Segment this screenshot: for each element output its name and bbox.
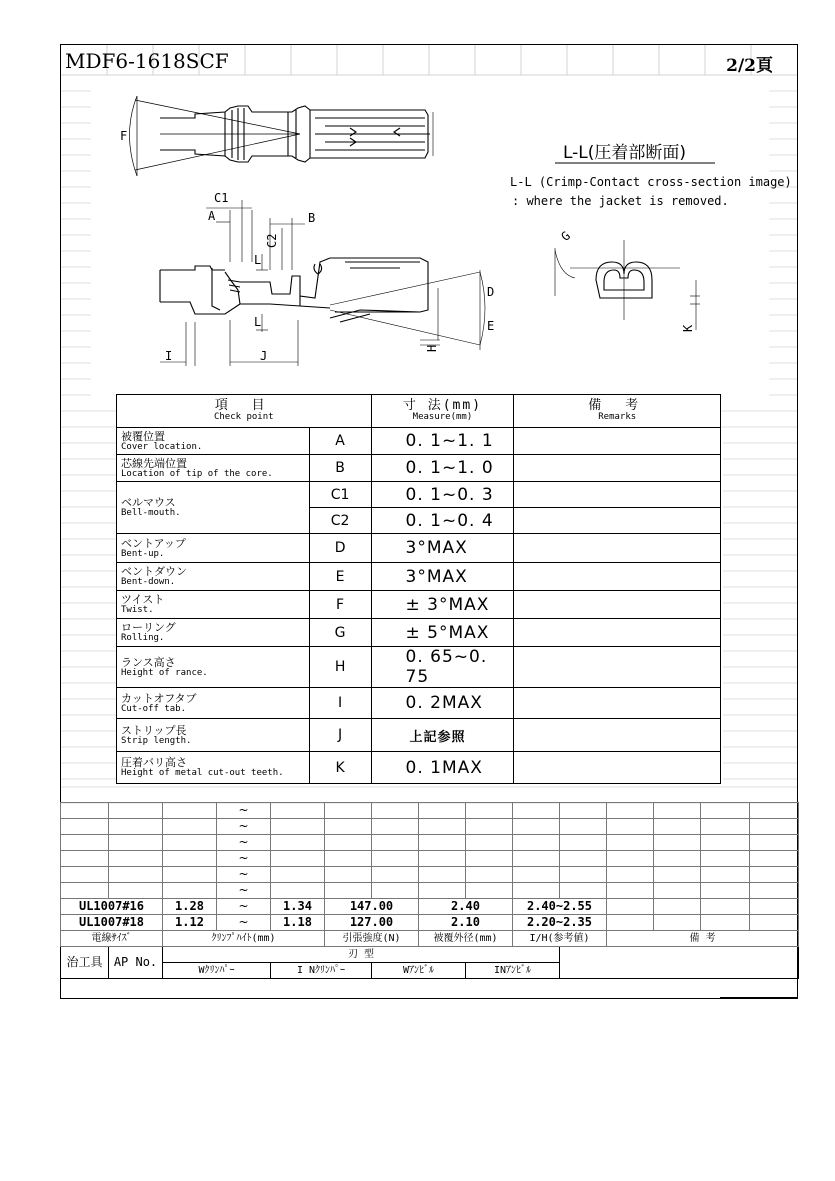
table-row: UL1007#18 1.12 ~ 1.18 127.00 2.10 2.20~2.35	[61, 915, 799, 931]
table-row: ~	[61, 883, 799, 899]
twist-angle-f	[130, 96, 301, 176]
crimp-spec-table	[60, 802, 799, 979]
w-anvil-label: Wｱﾝﾋﾞﾙ	[372, 963, 466, 979]
label-i: I	[165, 349, 173, 363]
section-description-line2: : where the jacket is removed.	[512, 194, 729, 208]
label-l-bottom: L	[254, 315, 262, 329]
dimension-lines	[160, 200, 485, 366]
in-crimper-label: I Nｸﾘﾝﾊﾟｰ	[271, 963, 372, 979]
table-row: UL1007#16 1.28 ~ 1.34 147.00 2.40 2.40~2.55	[61, 899, 799, 915]
header-ih: I/H(参考値)	[513, 931, 607, 947]
side-view-terminal	[160, 258, 428, 322]
label-c1: C1	[214, 191, 229, 205]
table-row: ~	[61, 835, 799, 851]
table-row: ~	[61, 851, 799, 867]
label-f: F	[120, 129, 128, 143]
table-row: C2 0. 1~0. 4	[117, 508, 721, 534]
label-g: G	[558, 228, 573, 244]
table-row: ローリング Rolling. G ± 5°MAX	[117, 619, 721, 647]
header-remarks: 備 考	[607, 931, 799, 947]
blade-type-label: 刃 型	[163, 947, 560, 963]
table-row: 被覆位置 Cover location. A 0. 1~1. 1	[117, 428, 721, 455]
table-row: ベルマウス Bell-mouth. C1 0. 1~0. 3	[117, 482, 721, 508]
part-number-title: MDF6-1618SCF	[65, 49, 229, 73]
header-check-point: 項 目 Check point	[117, 395, 372, 428]
check-table-header	[117, 395, 721, 428]
section-view-ll	[555, 240, 700, 330]
header-wire-size: 電線ｻｲｽﾞ	[61, 931, 163, 947]
page-indicator: 2/2頁	[726, 56, 773, 76]
header-remarks: 備 考 Remarks	[514, 395, 721, 428]
header-crimp-height: ｸﾘﾝﾌﾟﾊｲﾄ(mm)	[163, 931, 325, 947]
table-row: ツイスト Twist. F ± 3°MAX	[117, 591, 721, 619]
table-row: ~	[61, 819, 799, 835]
in-anvil-label: INｱﾝﾋﾞﾙ	[466, 963, 560, 979]
label-e: E	[487, 319, 495, 333]
header-jacket-od: 被覆外径(mm)	[419, 931, 513, 947]
label-c2: C2	[265, 233, 279, 248]
table-row: 圧着バリ高さ Height of metal cut-out teeth. K 0. 1MAX	[117, 752, 721, 784]
label-d: D	[487, 285, 495, 299]
section-description-line1: L-L (Crimp-Contact cross-section image)	[510, 175, 792, 189]
tooling-label: 治工具	[61, 947, 109, 979]
check-point-table	[116, 394, 721, 784]
header-measure: 寸 法(mm) Measure(mm)	[371, 395, 514, 428]
section-title: L-L(圧着部断面)	[563, 143, 687, 163]
label-a: A	[208, 209, 216, 223]
table-row: ストリップ長 Strip length. J 上記参照	[117, 719, 721, 752]
table-row: ベントアップ Bent-up. D 3°MAX	[117, 534, 721, 563]
label-l-top: L	[254, 253, 262, 267]
table-row: 芯線先端位置 Location of tip of the core. B 0. 1~1. 0	[117, 455, 721, 482]
table-row: カットオフタブ Cut-off tab. I 0. 2MAX	[117, 688, 721, 719]
ap-number-label: AP No.	[109, 947, 163, 979]
label-b: B	[308, 211, 316, 225]
table-row: ~	[61, 867, 799, 883]
header-tensile: 引張強度(N)	[325, 931, 419, 947]
w-crimper-label: Wｸﾘﾝﾊﾟｰ	[163, 963, 271, 979]
spec-header-row	[61, 931, 799, 947]
table-row: ~	[61, 803, 799, 819]
label-k: K	[681, 324, 695, 332]
table-row: ランス高さ Height of rance. H 0. 65~0. 75	[117, 647, 721, 688]
footer-rule	[720, 997, 798, 998]
label-j: J	[260, 349, 268, 363]
tooling-row	[61, 947, 799, 963]
table-row: ベントダウン Bent-down. E 3°MAX	[117, 563, 721, 591]
label-h: H	[425, 344, 439, 352]
